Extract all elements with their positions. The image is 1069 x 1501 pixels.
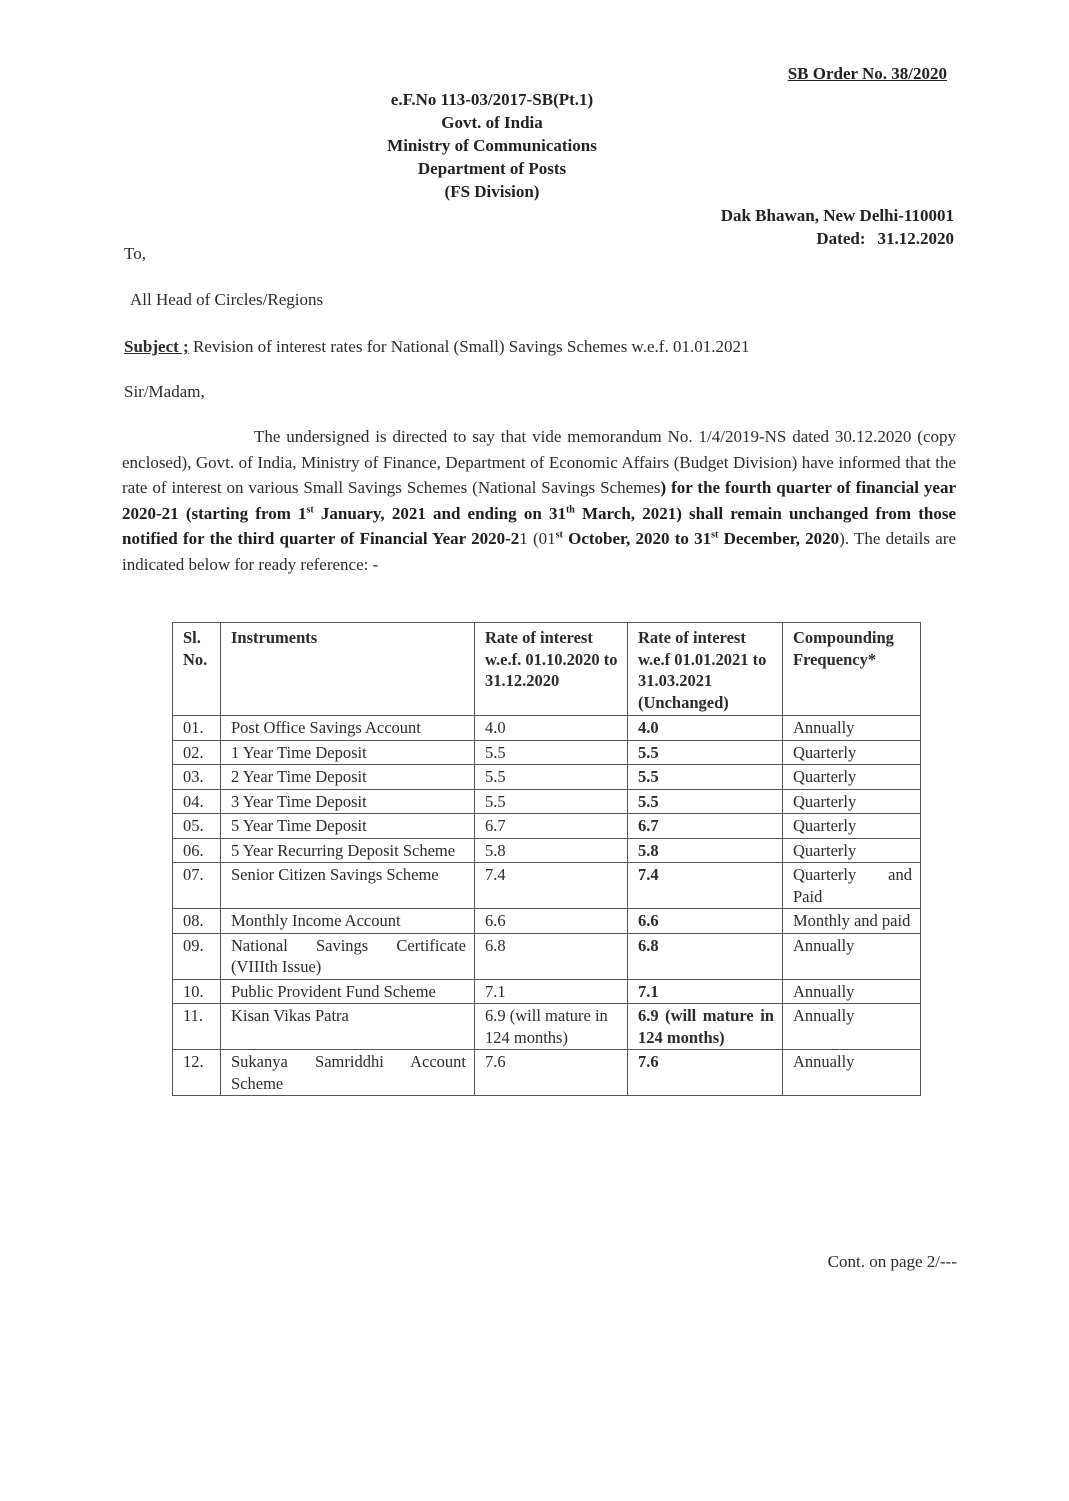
row-new-rate: 6.7 (628, 814, 783, 839)
para-text-2: 1 (01 (519, 529, 556, 548)
para-sup-1: st (306, 503, 314, 515)
header-compounding: Compounding Frequency* (783, 623, 921, 716)
row-instrument: Post Office Savings Account (221, 716, 475, 741)
row-sl-no: 08. (173, 909, 221, 934)
row-old-rate: 7.6 (475, 1050, 628, 1096)
para-bold-5: December, 2020 (718, 529, 840, 548)
table-row (173, 716, 921, 741)
row-old-rate: 5.5 (475, 740, 628, 765)
row-frequency: Annually (783, 979, 921, 1004)
row-frequency: Quarterly and Paid (783, 863, 921, 909)
row-old-rate: 5.8 (475, 838, 628, 863)
row-frequency: Quarterly (783, 838, 921, 863)
table-row (173, 1004, 921, 1050)
row-old-rate: 7.1 (475, 979, 628, 1004)
row-new-rate: 6.9 (will mature in 124 months) (628, 1004, 783, 1050)
row-frequency: Monthly and paid (783, 909, 921, 934)
row-sl-no: 04. (173, 789, 221, 814)
row-new-rate: 6.8 (628, 933, 783, 979)
row-new-rate: 7.4 (628, 863, 783, 909)
row-instrument: Public Provident Fund Scheme (221, 979, 475, 1004)
row-old-rate: 6.8 (475, 933, 628, 979)
salutation: Sir/Madam, (124, 382, 205, 401)
dated-label: Dated: (816, 229, 866, 248)
table-row (173, 814, 921, 839)
table-row (173, 933, 921, 979)
table-header-row (173, 623, 921, 716)
row-sl-no: 03. (173, 765, 221, 790)
para-sup-3: st (555, 529, 563, 541)
row-sl-no: 06. (173, 838, 221, 863)
row-new-rate: 5.5 (628, 740, 783, 765)
para-bold-1: ) for the fourth quarter of financial year 2020-21 (starting from 1 (122, 478, 956, 523)
row-instrument: Senior Citizen Savings Scheme (221, 863, 475, 909)
row-sl-no: 05. (173, 814, 221, 839)
table-row (173, 838, 921, 863)
table-row (173, 1050, 921, 1096)
row-frequency: Quarterly (783, 789, 921, 814)
table-row (173, 863, 921, 909)
department-line: Department of Posts (417, 159, 567, 178)
table-row (173, 979, 921, 1004)
header-new-rate: Rate of interest w.e.f 01.01.2021 to 31.03.2021 (Unchanged) (628, 623, 783, 716)
row-new-rate: 7.1 (628, 979, 783, 1004)
row-old-rate: 6.7 (475, 814, 628, 839)
row-instrument: Sukanya Samriddhi Account Scheme (221, 1050, 475, 1096)
row-instrument: 5 Year Recurring Deposit Scheme (221, 838, 475, 863)
header-instruments: Instruments (221, 623, 475, 716)
row-new-rate: 6.6 (628, 909, 783, 934)
interest-rates-table (172, 622, 921, 1096)
date-line (721, 227, 954, 250)
body-paragraph (122, 424, 956, 577)
row-old-rate: 5.5 (475, 765, 628, 790)
row-old-rate: 5.5 (475, 789, 628, 814)
row-sl-no: 07. (173, 863, 221, 909)
table-row (173, 909, 921, 934)
row-new-rate: 7.6 (628, 1050, 783, 1096)
table-row (173, 765, 921, 790)
para-sup-2: th (565, 503, 575, 515)
para-sup-4: st (711, 529, 719, 541)
row-sl-no: 11. (173, 1004, 221, 1050)
row-frequency: Quarterly (783, 814, 921, 839)
letter-header (300, 88, 684, 203)
row-new-rate: 4.0 (628, 716, 783, 741)
subject-line (124, 337, 749, 357)
row-frequency: Annually (783, 1004, 921, 1050)
row-sl-no: 09. (173, 933, 221, 979)
row-frequency: Annually (783, 1050, 921, 1096)
row-frequency: Quarterly (783, 765, 921, 790)
table-row (173, 789, 921, 814)
row-old-rate: 4.0 (475, 716, 628, 741)
to-line: To, (124, 244, 146, 263)
continuation-note: Cont. on page 2/--- (827, 1252, 957, 1271)
row-instrument: 5 Year Time Deposit (221, 814, 475, 839)
row-new-rate: 5.8 (628, 838, 783, 863)
para-bold-2: January, 2021 and ending on 31 (313, 503, 566, 523)
row-sl-no: 10. (173, 979, 221, 1004)
row-sl-no: 12. (173, 1050, 221, 1096)
row-instrument: National Savings Certificate (VIIIth Issue) (221, 933, 475, 979)
division-line: (FS Division) (444, 182, 540, 201)
addressee: All Head of Circles/Regions (130, 290, 324, 309)
table-row (173, 740, 921, 765)
para-bold-3: March, 2021) shall remain unchanged from those notified for the third quarter of Financial Year 2020-2 (122, 503, 956, 548)
place-and-date (721, 204, 954, 250)
row-new-rate: 5.5 (628, 765, 783, 790)
para-text-1: The undersigned is directed to say that vide memorandum No. 1/4/2019-NS dated 30.12.2020 (copy enclosed), Govt. of India, Ministry of Finance, Department of Economic Affairs (Budget Division) have informed that the rate of interest on various Small Savings Schemes (National Savings Schemes (122, 427, 956, 497)
header-sl-no: Sl. No. (173, 623, 221, 716)
row-sl-no: 01. (173, 716, 221, 741)
dated-value: 31.12.2020 (877, 229, 954, 248)
row-instrument: 2 Year Time Deposit (221, 765, 475, 790)
order-number: SB Order No. 38/2020 (787, 64, 947, 83)
row-instrument: 3 Year Time Deposit (221, 789, 475, 814)
row-frequency: Quarterly (783, 740, 921, 765)
row-instrument: Monthly Income Account (221, 909, 475, 934)
subject-label: Subject ; (124, 337, 189, 356)
govt-line: Govt. of India (441, 113, 543, 132)
row-instrument: 1 Year Time Deposit (221, 740, 475, 765)
ministry-line: Ministry of Communications (387, 136, 597, 155)
row-old-rate: 7.4 (475, 863, 628, 909)
row-sl-no: 02. (173, 740, 221, 765)
para-bold-4: October, 2020 to 31 (562, 529, 712, 548)
row-old-rate: 6.6 (475, 909, 628, 934)
file-number: e.F.No 113-03/2017-SB(Pt.1) (390, 90, 594, 109)
row-old-rate: 6.9 (will mature in 124 months) (475, 1004, 628, 1050)
row-frequency: Annually (783, 716, 921, 741)
row-new-rate: 5.5 (628, 789, 783, 814)
row-frequency: Annually (783, 933, 921, 979)
header-old-rate: Rate of interest w.e.f. 01.10.2020 to 31.12.2020 (475, 623, 628, 716)
subject-text: Revision of interest rates for National (Small) Savings Schemes w.e.f. 01.01.2021 (192, 337, 750, 356)
para-text-3: ). The details are indicated below for ready reference: - (122, 529, 957, 574)
row-instrument: Kisan Vikas Patra (221, 1004, 475, 1050)
place: Dak Bhawan, New Delhi-110001 (720, 206, 954, 225)
